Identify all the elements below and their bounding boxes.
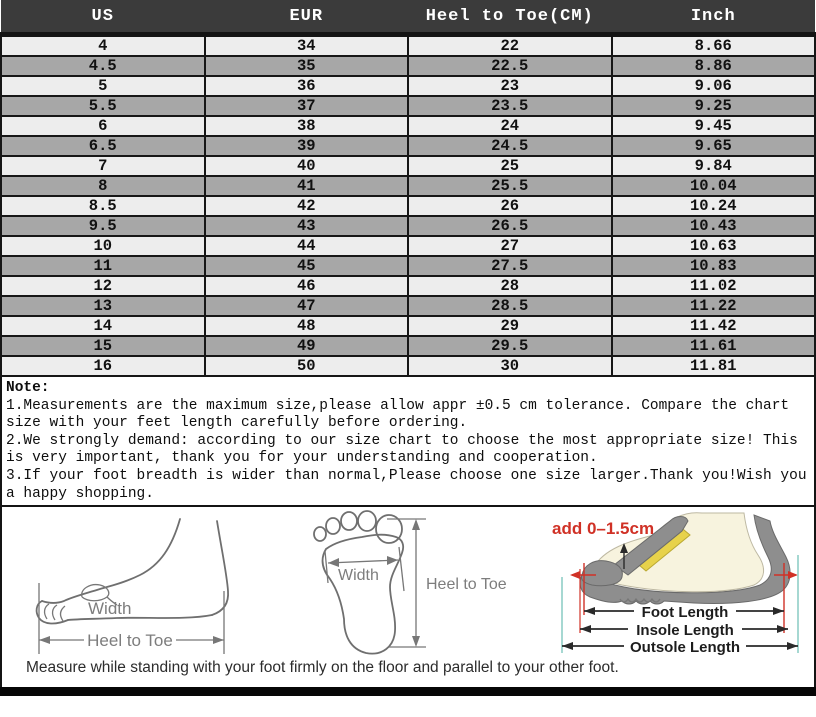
table-cell: 10	[1, 236, 205, 256]
table-row	[1, 156, 815, 176]
table-row	[1, 96, 815, 116]
table-cell: 8.66	[612, 35, 816, 57]
table-cell: 10.24	[612, 196, 816, 216]
table-cell: 42	[205, 196, 409, 216]
table-cell: 9.45	[612, 116, 816, 136]
table-cell: 11.02	[612, 276, 816, 296]
side-heel-to-toe-label: Heel to Toe	[87, 631, 173, 650]
table-cell: 23	[408, 76, 612, 96]
table-cell: 46	[205, 276, 409, 296]
side-width-label: Width	[88, 599, 132, 618]
table-cell: 25.5	[408, 176, 612, 196]
column-header: Inch	[612, 0, 816, 35]
table-cell: 22.5	[408, 56, 612, 76]
side-foot-diagram	[4, 507, 290, 659]
table-cell: 39	[205, 136, 409, 156]
table-row	[1, 216, 815, 236]
table-cell: 47	[205, 296, 409, 316]
table-cell: 13	[1, 296, 205, 316]
measure-caption: Measure while standing with your foot firmly on the floor and parallel to your other foot.	[26, 659, 619, 676]
foot-length-label: Foot Length	[641, 604, 729, 621]
table-row	[1, 256, 815, 276]
footprint-heel-to-toe-label: Heel to Toe	[426, 576, 507, 593]
table-cell: 10.04	[612, 176, 816, 196]
table-cell: 30	[408, 356, 612, 376]
table-cell: 4.5	[1, 56, 205, 76]
table-cell: 27	[408, 236, 612, 256]
insole-length-label: Insole Length	[636, 622, 734, 639]
table-cell: 48	[205, 316, 409, 336]
diagrams-section	[2, 507, 814, 687]
table-cell: 11.42	[612, 316, 816, 336]
table-row	[1, 116, 815, 136]
table-cell: 9.84	[612, 156, 816, 176]
table-cell: 12	[1, 276, 205, 296]
table-cell: 10.83	[612, 256, 816, 276]
note-title: Note:	[6, 380, 50, 396]
table-cell: 37	[205, 96, 409, 116]
table-cell: 7	[1, 156, 205, 176]
table-cell: 27.5	[408, 256, 612, 276]
table-row	[1, 276, 815, 296]
table-row	[1, 296, 815, 316]
table-cell: 29.5	[408, 336, 612, 356]
table-row	[1, 136, 815, 156]
note-item: 1.Measurements are the maximum size,please allow appr ±0.5 cm tolerance. Compare the chart size with your feet length carefully before ordering.	[6, 397, 790, 432]
table-cell: 10.43	[612, 216, 816, 236]
table-cell: 23.5	[408, 96, 612, 116]
table-cell: 8	[1, 176, 205, 196]
table-row	[1, 316, 815, 336]
table-cell: 35	[205, 56, 409, 76]
table-cell: 8.5	[1, 196, 205, 216]
shoe-diagram	[544, 507, 812, 659]
table-cell: 9.06	[612, 76, 816, 96]
table-cell: 28	[408, 276, 612, 296]
table-cell: 26.5	[408, 216, 612, 236]
table-cell: 6	[1, 116, 205, 136]
table-cell: 6.5	[1, 136, 205, 156]
table-cell: 5	[1, 76, 205, 96]
table-cell: 9.65	[612, 136, 816, 156]
table-cell: 45	[205, 256, 409, 276]
table-cell: 9.5	[1, 216, 205, 236]
table-cell: 43	[205, 216, 409, 236]
bottom-bar	[0, 687, 816, 696]
table-row	[1, 176, 815, 196]
notes-section	[2, 377, 814, 507]
table-row	[1, 196, 815, 216]
table-cell: 50	[205, 356, 409, 376]
footprint-width-label: Width	[338, 567, 379, 584]
table-cell: 5.5	[1, 96, 205, 116]
table-row	[1, 336, 815, 356]
table-cell: 29	[408, 316, 612, 336]
table-cell: 11.22	[612, 296, 816, 316]
outsole-length-label: Outsole Length	[630, 639, 740, 656]
table-cell: 25	[408, 156, 612, 176]
footprint-diagram	[292, 507, 542, 659]
size-table-body	[1, 35, 815, 377]
table-cell: 22	[408, 35, 612, 57]
table-cell: 36	[205, 76, 409, 96]
column-header: Heel to Toe(CM)	[408, 0, 612, 35]
column-header: EUR	[205, 0, 409, 35]
table-cell: 34	[205, 35, 409, 57]
table-row	[1, 356, 815, 376]
note-list	[6, 398, 810, 504]
table-row	[1, 76, 815, 96]
table-cell: 41	[205, 176, 409, 196]
add-tolerance-label: add 0–1.5cm	[552, 519, 655, 538]
table-cell: 4	[1, 35, 205, 57]
table-cell: 49	[205, 336, 409, 356]
table-cell: 8.86	[612, 56, 816, 76]
header-row	[1, 0, 815, 35]
note-item: 2.We strongly demand: according to our size chart to choose the most appropriate size! This is very important, thank you for your understanding and cooperation.	[6, 432, 798, 467]
table-cell: 15	[1, 336, 205, 356]
table-cell: 28.5	[408, 296, 612, 316]
table-row	[1, 35, 815, 57]
table-row	[1, 56, 815, 76]
table-cell: 11.61	[612, 336, 816, 356]
table-cell: 10.63	[612, 236, 816, 256]
note-item: 3.If your foot breadth is wider than normal,Please choose one size larger.Thank you!Wish you a happy shopping.	[6, 467, 807, 502]
table-cell: 24.5	[408, 136, 612, 156]
table-cell: 11.81	[612, 356, 816, 376]
column-header: US	[1, 0, 205, 35]
table-row	[1, 236, 815, 256]
table-cell: 44	[205, 236, 409, 256]
table-cell: 16	[1, 356, 205, 376]
table-cell: 38	[205, 116, 409, 136]
table-cell: 40	[205, 156, 409, 176]
table-cell: 9.25	[612, 96, 816, 116]
table-cell: 11	[1, 256, 205, 276]
table-cell: 14	[1, 316, 205, 336]
table-cell: 24	[408, 116, 612, 136]
lower-box	[0, 377, 816, 687]
table-cell: 26	[408, 196, 612, 216]
